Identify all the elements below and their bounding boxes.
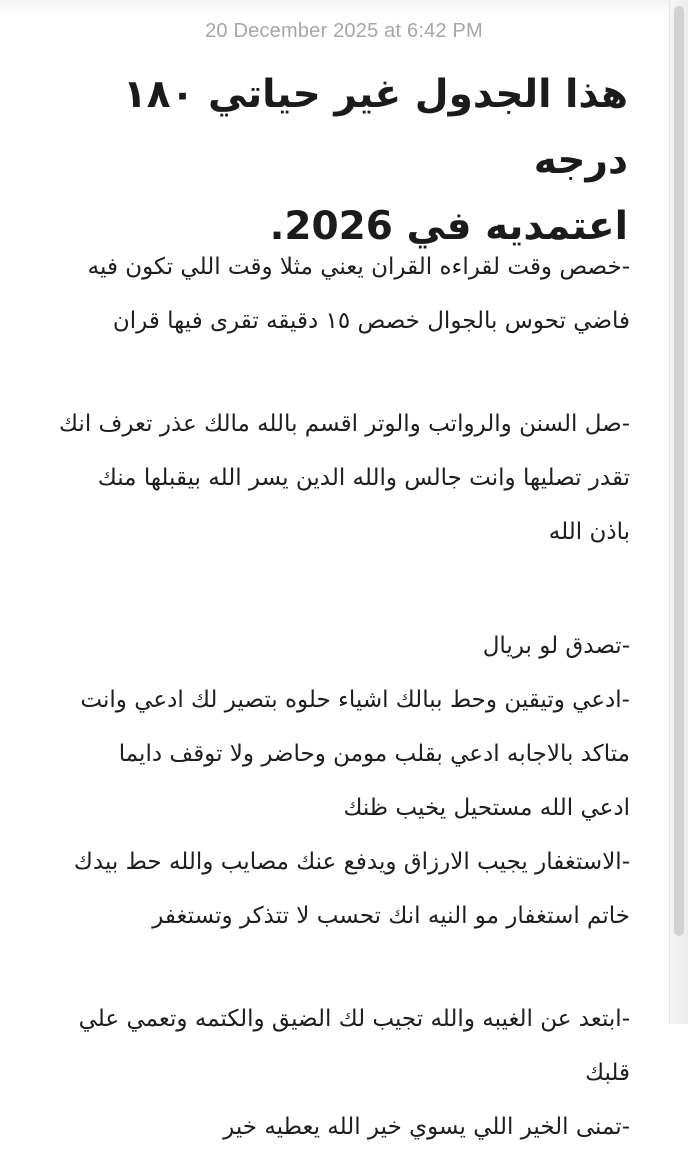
- paragraph-gap: [20, 348, 630, 397]
- scrollbar-thumb[interactable]: [674, 6, 684, 936]
- top-fade: [0, 0, 670, 16]
- note-paragraph: [20, 397, 630, 559]
- note-paragraph: [20, 619, 630, 943]
- note-line: -صل السنن والرواتب والوتر اقسم بالله مالك عذر تعرف انك: [59, 411, 630, 437]
- scrollbar[interactable]: [669, 0, 688, 1024]
- note-title-line: هذا الجدول غير حياتي ١٨٠ درجه: [123, 72, 628, 183]
- note-line: باذن الله: [548, 519, 630, 545]
- paragraph-gap: [20, 559, 630, 619]
- note-line: خاتم استغفار مو النيه انك تحسب لا تتذكر وتستغفر: [152, 903, 630, 929]
- note-line: متاكد بالاجابه ادعي بقلب مومن وحاضر ولا توقف دايما: [118, 741, 630, 767]
- note-title-line: اعتمديه في 2026.: [269, 204, 628, 249]
- note-paragraph: [20, 240, 630, 348]
- note-body[interactable]: [20, 240, 630, 1154]
- note-line: -الاستغفار يجيب الارزاق ويدفع عنك مصايب والله حط بيدك: [73, 849, 630, 875]
- note-line: -تصدق لو بريال: [482, 633, 630, 659]
- paragraph-gap: [20, 943, 630, 992]
- note-line: -ابتعد عن الغيبه والله تجيب لك الضيق والكتمه وتعمي علي: [78, 1006, 630, 1032]
- note-title[interactable]: [28, 62, 628, 260]
- note-line: -ادعي وتيقين وحط ببالك اشياء حلوه بتصير لك ادعي وانت: [80, 687, 630, 713]
- note-line: قلبك: [585, 1060, 630, 1086]
- note-timestamp: 20 December 2025 at 6:42 PM: [205, 20, 483, 42]
- note-line: -خصص وقت لقراءه القران يعني مثلا وقت اللي تكون فيه: [87, 254, 630, 280]
- note-paragraph: [20, 992, 630, 1154]
- note-line: -تمنى الخير اللي يسوي خير الله يعطيه خير: [223, 1114, 630, 1140]
- note-line: تقدر تصليها وانت جالس والله الدين يسر الله بيقبلها منك: [97, 465, 630, 491]
- note-line: ادعي الله مستحيل يخيب ظنك: [343, 795, 630, 821]
- note-line: فاضي تحوس بالجوال خصص ١٥ دقيقه تقرى فيها قران: [112, 308, 630, 334]
